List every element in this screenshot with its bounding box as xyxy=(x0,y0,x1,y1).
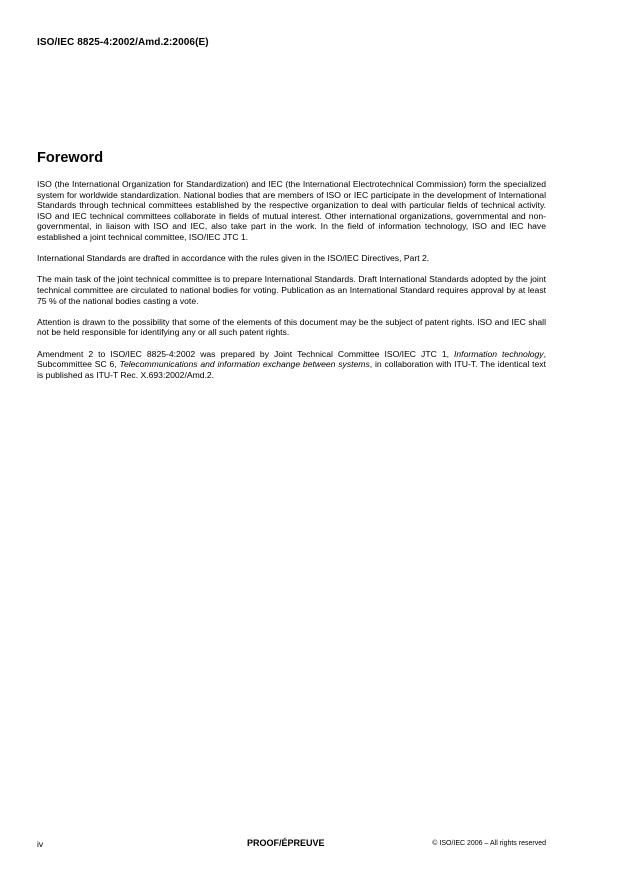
foreword-paragraph-2: International Standards are drafted in accordance with the rules given in the ISO/IEC Directives, Part 2. xyxy=(37,253,430,264)
foreword-paragraph-5 xyxy=(37,349,546,381)
document-id: ISO/IEC 8825-4:2002/Amd.2:2006(E) xyxy=(37,37,209,48)
foreword-paragraph-1: ISO (the International Organization for Standardization) and IEC (the International Electrotechnical Commission) form the specialized system for worldwide standardization. National bodies that are members of ISO or IEC participate in the development of International Standards through technical committees established by the respective organization to deal with particular fields of technical activity. ISO and IEC technical committees collaborate in fields of mutual interest. Other international organizations, governmental and non-governmental, in liaison with ISO and IEC, also take part in the work. In the field of information technology, ISO and IEC have established a joint technical committee, ISO/IEC JTC 1. xyxy=(37,179,546,242)
amendment-committee-title: Information technology xyxy=(454,348,544,359)
copyright-notice: © ISO/IEC 2006 – All rights reserved xyxy=(432,840,546,847)
page-number: iv xyxy=(37,839,44,849)
foreword-paragraph-3: The main task of the joint technical committee is to prepare International Standards. Draft International Standards adopted by the joint technical committee are circulated to national bodies for voting. Publication as an International Standard requires approval by at least 75 % of the national bodies casting a vote. xyxy=(37,274,546,306)
amendment-text-2: , Subcommittee SC 6, xyxy=(37,348,546,370)
foreword-title: Foreword xyxy=(37,150,104,166)
proof-label: PROOF/ÉPREUVE xyxy=(247,838,325,848)
amendment-text-3: , in collaboration with ITU-T. The identical text is published as ITU-T Rec. X.693:2002/Amd.2. xyxy=(37,359,546,380)
page-footer xyxy=(37,839,546,851)
amendment-subcommittee-title: Telecommunications and information exchange between systems xyxy=(119,359,370,370)
foreword-paragraph-4: Attention is drawn to the possibility that some of the elements of this document may be the subject of patent rights. ISO and IEC shall not be held responsible for identifying any or all such patent rights. xyxy=(37,316,546,338)
foreword-body xyxy=(37,179,546,391)
amendment-text-1: Amendment 2 to ISO/IEC 8825-4:2002 was prepared by Joint Technical Committee ISO/IEC JTC 1, xyxy=(37,348,455,359)
